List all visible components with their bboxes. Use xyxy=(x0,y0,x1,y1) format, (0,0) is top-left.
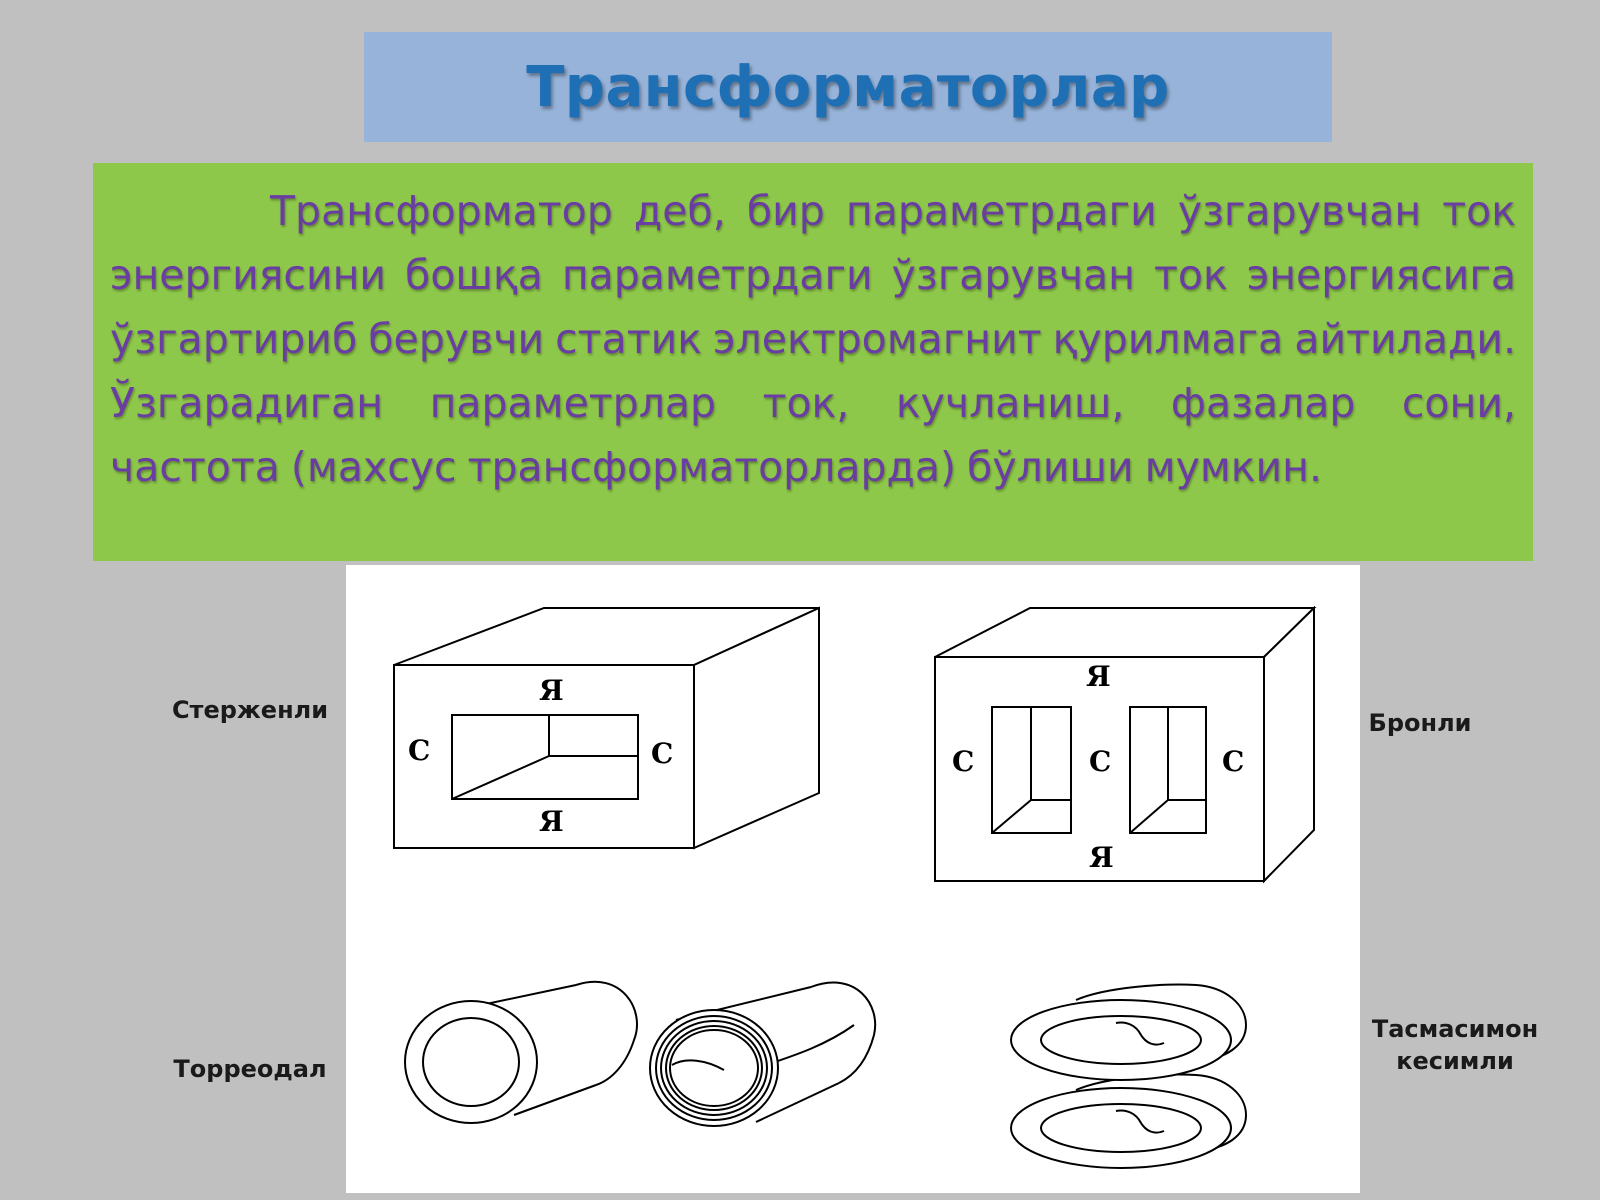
page-title: Трансформаторлар xyxy=(526,54,1170,120)
rod-core-diagram xyxy=(394,608,819,848)
armored-yoke-bottom-letter: Я xyxy=(1089,841,1114,874)
title-banner xyxy=(364,32,1332,142)
rod-left-letter: С xyxy=(408,734,431,767)
core-diagrams-panel xyxy=(346,565,1360,1193)
armored-left-letter: С xyxy=(952,745,975,778)
toroidal-core-tube-plain xyxy=(405,982,637,1123)
strip-core-diagram xyxy=(1011,985,1246,1168)
label-toroidal-core: Торреодал xyxy=(173,1055,327,1083)
label-rod-core: Стерженли xyxy=(171,696,329,724)
definition-box xyxy=(93,163,1533,561)
armored-yoke-top-letter: Я xyxy=(1086,660,1111,693)
label-strip-core xyxy=(1360,1013,1550,1077)
definition-text: Трансформатор деб, бир параметрдаги ўзгарувчан ток энергиясини бошқа параметрдаги ўзгарувчан ток энергиясига ўзгартириб берувчи статик электромагнит қурилмага айтилади. Ўзгарадиган параметрлар ток, кучланиш, фазалар сони, частота (махсус трансформаторларда) бўлиши мумкин. xyxy=(110,187,1516,491)
rod-yoke-bottom-letter: Я xyxy=(539,805,564,838)
armored-core-diagram xyxy=(935,608,1314,881)
label-strip-line2: кесимли xyxy=(1396,1047,1514,1075)
label-strip-line1: Тасмасимон xyxy=(1371,1015,1539,1043)
rod-right-letter: С xyxy=(651,737,674,770)
armored-right-letter: С xyxy=(1222,745,1245,778)
toroidal-core-tube-wound xyxy=(650,983,875,1126)
label-armored-core: Бронли xyxy=(1368,709,1472,737)
core-diagrams-svg xyxy=(346,565,1360,1193)
rod-yoke-top-letter: Я xyxy=(539,674,564,707)
armored-center-letter: С xyxy=(1089,745,1112,778)
